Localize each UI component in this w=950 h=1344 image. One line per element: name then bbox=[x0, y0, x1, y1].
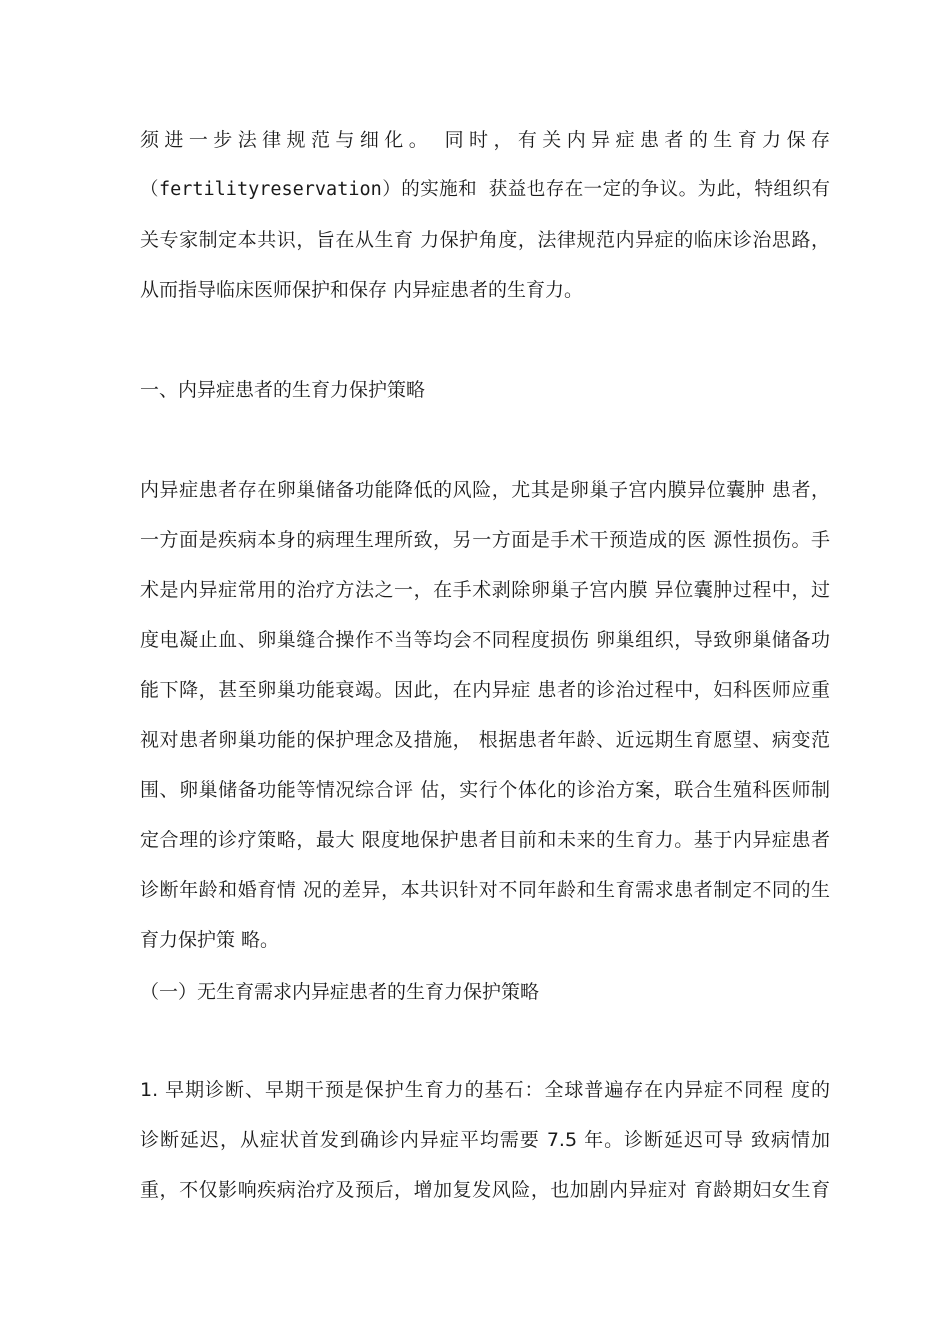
section-heading: 一、内异症患者的生育力保护策略 bbox=[140, 379, 426, 401]
intro-line-2: （fertilityreservation）的实施和 获益也存在一定的争议。为此，特组织有 bbox=[140, 179, 830, 200]
main-line-10: 育力保护策 略。 bbox=[140, 929, 280, 951]
main-line-5: 能下降，甚至卵巢功能衰竭。因此，在内异症 患者的诊治过程中，妇科医师应重 bbox=[140, 679, 830, 701]
main-line-3: 术是内异症常用的治疗方法之一，在手术剥除卵巢子宫内膜 异位囊肿过程中，过 bbox=[140, 579, 830, 601]
main-line-4: 度电凝止血、卵巢缝合操作不当等均会不同程度损伤 卵巢组织，导致卵巢储备功 bbox=[140, 629, 830, 651]
intro-line-4: 从而指导临床医师保护和保存 内异症患者的生育力。 bbox=[140, 279, 584, 301]
point1-line-3: 重，不仅影响疾病治疗及预后，增加复发风险，也加剧内异症对 育龄期妇女生育 bbox=[140, 1179, 830, 1201]
main-line-8: 定合理的诊疗策略，最大 限度地保护患者目前和未来的生育力。基于内异症患者 bbox=[140, 829, 830, 851]
main-line-2: 一方面是疾病本身的病理生理所致，另一方面是手术干预造成的医 源性损伤。手 bbox=[140, 529, 830, 551]
main-line-9: 诊断年龄和婚育情 况的差异，本共识针对不同年龄和生育需求患者制定不同的生 bbox=[140, 879, 830, 901]
subsection-heading: （一）无生育需求内异症患者的生育力保护策略 bbox=[140, 981, 540, 1003]
main-line-1: 内异症患者存在卵巢储备功能降低的风险，尤其是卵巢子宫内膜异位囊肿 患者， bbox=[140, 479, 830, 501]
intro-line-3: 关专家制定本共识，旨在从生育 力保护角度，法律规范内异症的临床诊治思路， bbox=[140, 229, 830, 251]
main-line-7: 围、卵巢储备功能等情况综合评 估，实行个体化的诊治方案，联合生殖科医师制 bbox=[140, 779, 830, 801]
main-line-6: 视对患者卵巢功能的保护理念及措施， 根据患者年龄、近远期生育愿望、病变范 bbox=[140, 729, 830, 751]
point1-line-2: 诊断延迟，从症状首发到确诊内异症平均需要 7.5 年。诊断延迟可导 致病情加 bbox=[140, 1129, 830, 1151]
point1-line-1: 1. 早期诊断、早期干预是保护生育力的基石：全球普遍存在内异症不同程 度的 bbox=[140, 1079, 830, 1101]
intro-line-1: 须进一步法律规范与细化。 同时，有关内异症患者的生育力保存 bbox=[140, 129, 830, 151]
